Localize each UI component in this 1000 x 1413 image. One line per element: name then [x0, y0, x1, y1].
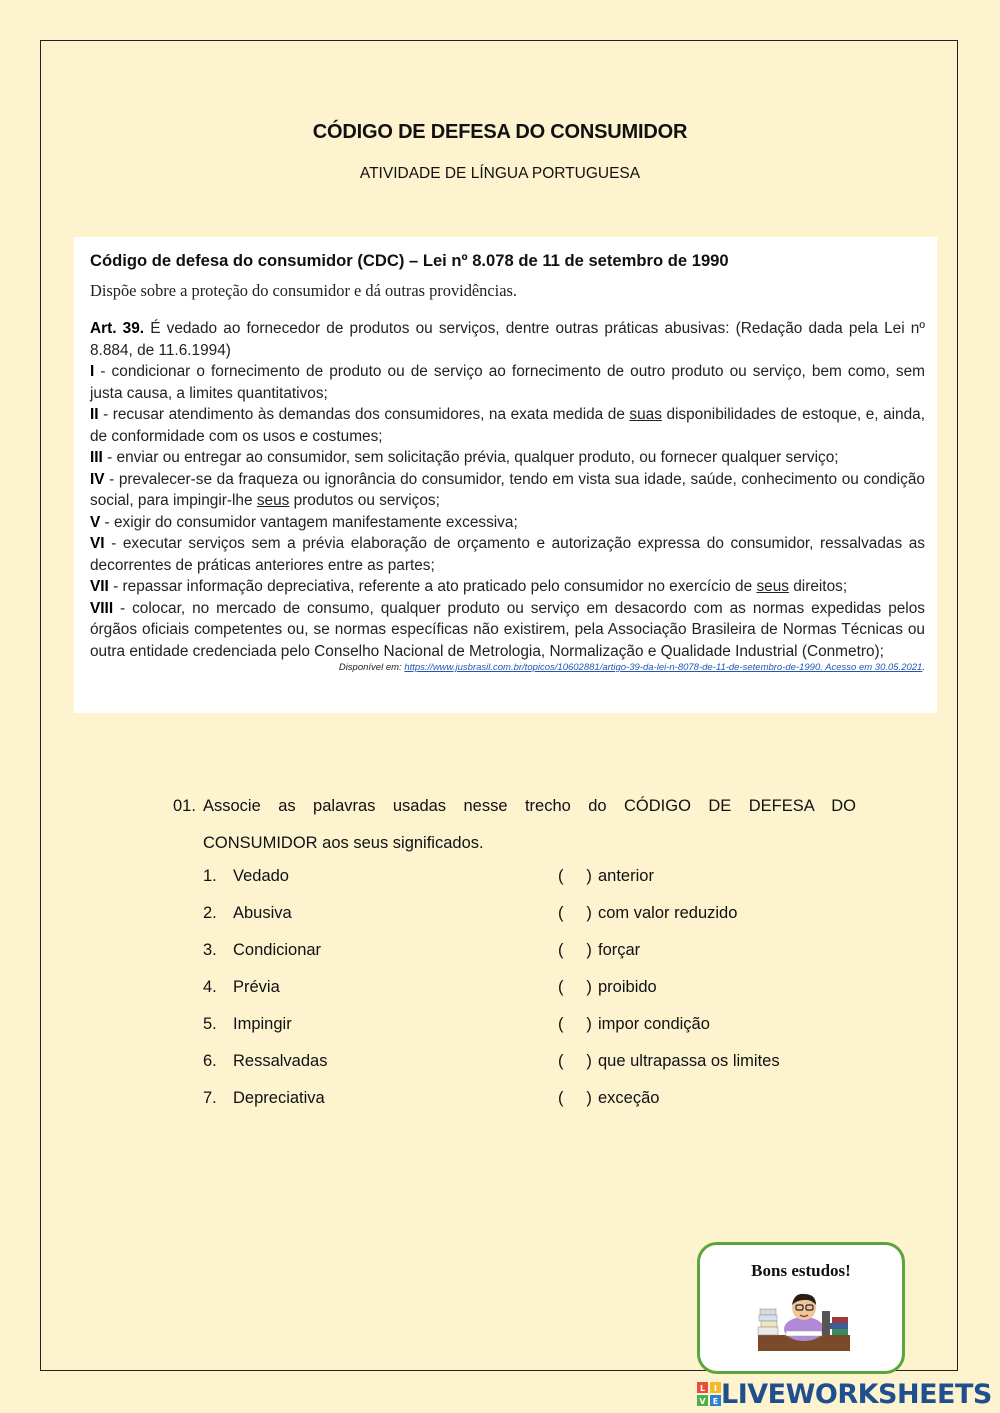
word-term: Abusiva	[233, 904, 292, 922]
article-text: É vedado ao fornecedor de produtos ou serviços, dentre outras práticas abusivas: (Redação dada pela Lei nº 8.884, de 11.6.1994)	[90, 320, 925, 359]
law-item-underlined: suas	[629, 406, 662, 423]
word-number: 5.	[203, 1015, 217, 1033]
matching-row	[203, 858, 763, 895]
law-item-number: III	[90, 449, 103, 466]
logo-letter-i: I	[714, 1384, 717, 1393]
matching-row	[203, 932, 763, 969]
answer-blank[interactable]: ( )	[558, 1052, 592, 1070]
badge-text: Bons estudos!	[751, 1261, 851, 1280]
law-item-VI	[90, 533, 925, 576]
word-number: 7.	[203, 1089, 217, 1107]
meaning-option: anterior	[598, 867, 654, 885]
law-item-text: - exigir do consumidor vantagem manifestamente excessiva;	[100, 513, 518, 531]
student-at-desk-illustration	[756, 1291, 852, 1353]
answer-blank[interactable]: ( )	[558, 1089, 592, 1107]
law-summary: Dispõe sobre a proteção do consumidor e dá outras providências.	[90, 281, 517, 300]
bons-estudos-badge	[697, 1242, 905, 1374]
logo-letter-e: E	[712, 1397, 719, 1406]
matching-row	[203, 1043, 780, 1080]
law-item-text: - colocar, no mercado de consumo, qualquer produto ou serviço em desacordo com as normas expedidas pelos órgãos oficiais competentes ou, se normas específicas não existirem, pela Associação Brasileira de Normas Técnicas ou outra entidade credenciada pelo Conselho Nacional de Metrologia, Normalização e Qualidade Industrial (Conmetro);	[90, 599, 925, 660]
answer-blank[interactable]: ( )	[558, 941, 592, 959]
word-term: Condicionar	[233, 941, 322, 959]
question-prompt	[203, 788, 856, 862]
law-item-number: I	[90, 363, 95, 380]
matching-row	[203, 969, 763, 1006]
law-item-IV	[90, 469, 925, 512]
law-item-III	[90, 447, 925, 469]
word-term: Vedado	[233, 867, 289, 885]
law-item-number: VIII	[90, 599, 114, 617]
source-end: .	[922, 662, 925, 673]
law-item-VII	[90, 576, 925, 598]
law-item-text-end: produtos ou serviços;	[289, 492, 440, 509]
word-term: Impingir	[233, 1015, 292, 1033]
word-number: 6.	[203, 1052, 217, 1070]
answer-blank[interactable]: ( )	[558, 978, 592, 996]
law-item-VIII	[90, 598, 925, 663]
law-item-II	[90, 404, 925, 447]
law-items	[90, 361, 925, 662]
source-citation	[90, 662, 925, 674]
brand-text: LIVEWORKSHEETS	[721, 1378, 992, 1410]
question-number: 01.	[173, 797, 196, 815]
meaning-option: exceção	[598, 1089, 660, 1107]
article-paragraph	[90, 318, 925, 361]
law-item-text-end: direitos;	[788, 578, 848, 595]
meaning-option: que ultrapassa os limites	[598, 1052, 780, 1070]
matching-row	[203, 895, 763, 932]
liveworksheets-logo-icon	[697, 1382, 721, 1406]
law-item-underlined: seus	[756, 578, 789, 595]
law-item-text: - executar serviços sem a prévia elaboração de orçamento e autorização expressa do consumidor, ressalvadas as decorrentes de práticas anteriores entre as partes;	[90, 535, 925, 574]
page-subtitle: ATIVIDADE DE LÍNGUA PORTUGUESA	[359, 165, 641, 182]
law-item-number: VII	[90, 578, 109, 595]
word-number: 1.	[203, 867, 217, 885]
law-item-number: VI	[90, 535, 105, 552]
law-excerpt	[74, 237, 937, 713]
meaning-option: impor condição	[598, 1015, 710, 1033]
word-number: 4.	[203, 978, 217, 996]
answer-blank[interactable]: ( )	[558, 1015, 592, 1033]
law-text	[90, 318, 925, 662]
matching-row	[203, 1080, 763, 1117]
matching-list	[203, 858, 780, 1117]
law-item-I	[90, 361, 925, 404]
question-line-2: CONSUMIDOR aos seus significados.	[203, 834, 484, 852]
source-label: Disponível em:	[338, 662, 405, 673]
article-label: Art. 39.	[90, 320, 145, 337]
word-term: Ressalvadas	[233, 1052, 328, 1070]
law-item-number: II	[90, 406, 99, 423]
question-line-1: Associe as palavras usadas nesse trecho do CÓDIGO DE DEFESA DO	[203, 797, 856, 815]
word-number: 2.	[203, 904, 217, 922]
law-item-text: - condicionar o fornecimento de produto ou de serviço ao fornecimento de outro produto ou serviço, bem como, sem justa causa, a limites quantitativos;	[90, 363, 925, 402]
word-term: Depreciativa	[233, 1089, 325, 1107]
law-item-text-end: disponibilidades de estoque, e, ainda, de conformidade com os usos e costumes;	[90, 406, 925, 445]
meaning-option: proibido	[598, 978, 657, 996]
logo-letter-v: V	[699, 1397, 706, 1406]
word-number: 3.	[203, 941, 217, 959]
answer-blank[interactable]: ( )	[558, 867, 592, 885]
answer-blank[interactable]: ( )	[558, 904, 592, 922]
law-item-text: - recusar atendimento às demandas dos consumidores, na exata medida de	[98, 406, 630, 423]
page-title: CÓDIGO DE DEFESA DO CONSUMIDOR	[312, 121, 688, 143]
word-term: Prévia	[233, 978, 280, 996]
law-heading: Código de defesa do consumidor (CDC) – Lei nº 8.078 de 11 de setembro de 1990	[90, 251, 729, 270]
law-item-text: - prevalecer-se da fraqueza ou ignorância do consumidor, tendo em vista sua idade, saúde, conhecimento ou condição social, para impingir-lhe	[90, 470, 925, 509]
liveworksheets-brand	[697, 1378, 992, 1410]
question-01	[173, 788, 856, 862]
logo-letter-l: L	[699, 1384, 706, 1393]
matching-row	[203, 1006, 763, 1043]
law-item-V	[90, 512, 925, 534]
law-item-number: IV	[90, 470, 105, 488]
source-link[interactable]: https://www.jusbrasil.com.br/topicos/10602881/artigo-39-da-lei-n-8078-de-11-de-setembro-de-1990. Acesso em 30.05.2021	[404, 662, 923, 673]
meaning-option: forçar	[598, 941, 641, 959]
law-item-underlined: seus	[256, 492, 290, 509]
law-item-text: - repassar informação depreciativa, referente a ato praticado pelo consumidor no exercício de	[108, 578, 757, 595]
law-item-number: V	[90, 513, 101, 531]
meaning-option: com valor reduzido	[598, 904, 738, 922]
law-item-text: - enviar ou entregar ao consumidor, sem solicitação prévia, qualquer produto, ou fornecer qualquer serviço;	[102, 449, 839, 466]
